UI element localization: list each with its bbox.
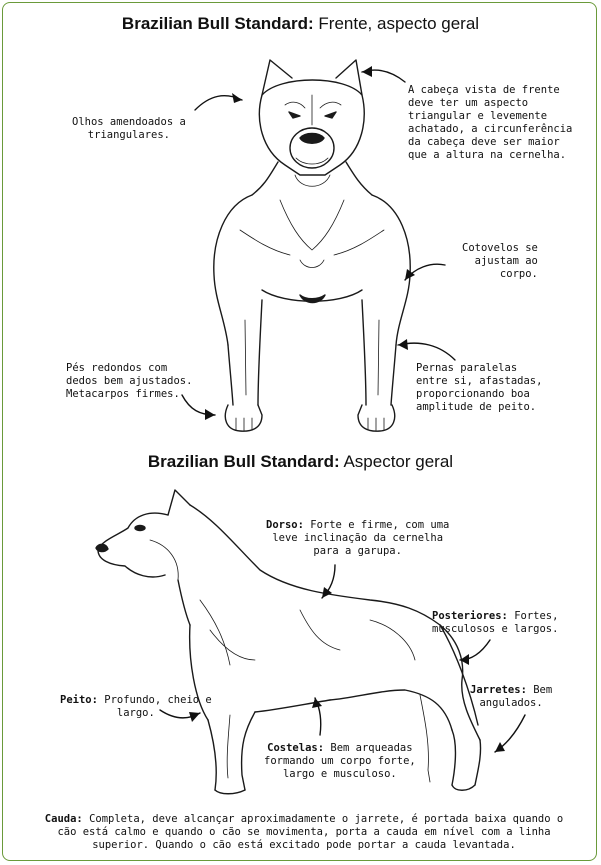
arrow-legs [398, 339, 455, 360]
jarretes-label: Jarretes: [470, 684, 527, 696]
costelas-label: Costelas: [267, 742, 325, 754]
annotation-legs: Pernas paralelas entre si, afastadas, proporcionando boa amplitude de peito. [416, 362, 543, 413]
annotation-eyes: Olhos amendoados a triangulares. [72, 116, 186, 141]
jarretes-text: Bem angulados. [479, 684, 553, 709]
cauda-text: Completa, deve alcançar aproximadamente o jarrete, é portada baixa quando o cão está calmo e quando o cão se movimenta, porta a cauda em nível com a linha superior. Quando o cão está excitado pode portar a cauda levantada. [57, 813, 564, 851]
arrow-costelas [312, 698, 322, 735]
dorso-text: Forte e firme, com uma leve inclinação da cernelha para a garupa. [272, 519, 450, 557]
posteriores-label: Posteriores: [432, 610, 508, 622]
arrow-jarretes [495, 715, 525, 752]
side-title-rest: Aspector geral [343, 452, 454, 471]
arrow-elbows [405, 264, 445, 280]
cauda-label: Cauda: [44, 813, 83, 825]
posteriores-text: Fortes, musculosos e largos. [432, 610, 559, 635]
arrow-posteriores [460, 640, 490, 665]
peito-text: Profundo, cheio e largo. [104, 694, 212, 719]
annotation-costelas [264, 742, 416, 781]
front-view-dog-illustration [214, 60, 410, 431]
annotation-posteriores [432, 610, 558, 636]
side-title-bold: Brazilian Bull Standard: [147, 452, 340, 471]
dorso-label: Dorso: [266, 519, 304, 531]
annotation-dorso [266, 519, 449, 558]
arrow-eyes [195, 93, 242, 110]
arrow-dorso [322, 565, 335, 598]
peito-label: Peito: [60, 694, 98, 706]
footer-cauda [34, 813, 574, 852]
costelas-text: Bem arqueadas formando um corpo forte, largo e musculoso. [264, 742, 416, 780]
arrow-head [362, 66, 405, 82]
annotation-elbows: Cotovelos se ajustam ao corpo. [462, 242, 538, 280]
annotation-peito [60, 694, 212, 720]
annotation-jarretes [470, 684, 552, 710]
annotation-feet: Pés redondos com dedos bem ajustados. Metacarpos firmes. [66, 362, 193, 400]
annotation-head: A cabeça vista de frente deve ter um aspecto triangular e levemente achatado, a circunferência da cabeça deve ser maior que a altura na cernelha. [408, 84, 573, 161]
front-title-bold: Brazilian Bull Standard: [121, 14, 314, 33]
front-title-rest: Frente, aspecto geral [318, 14, 480, 33]
